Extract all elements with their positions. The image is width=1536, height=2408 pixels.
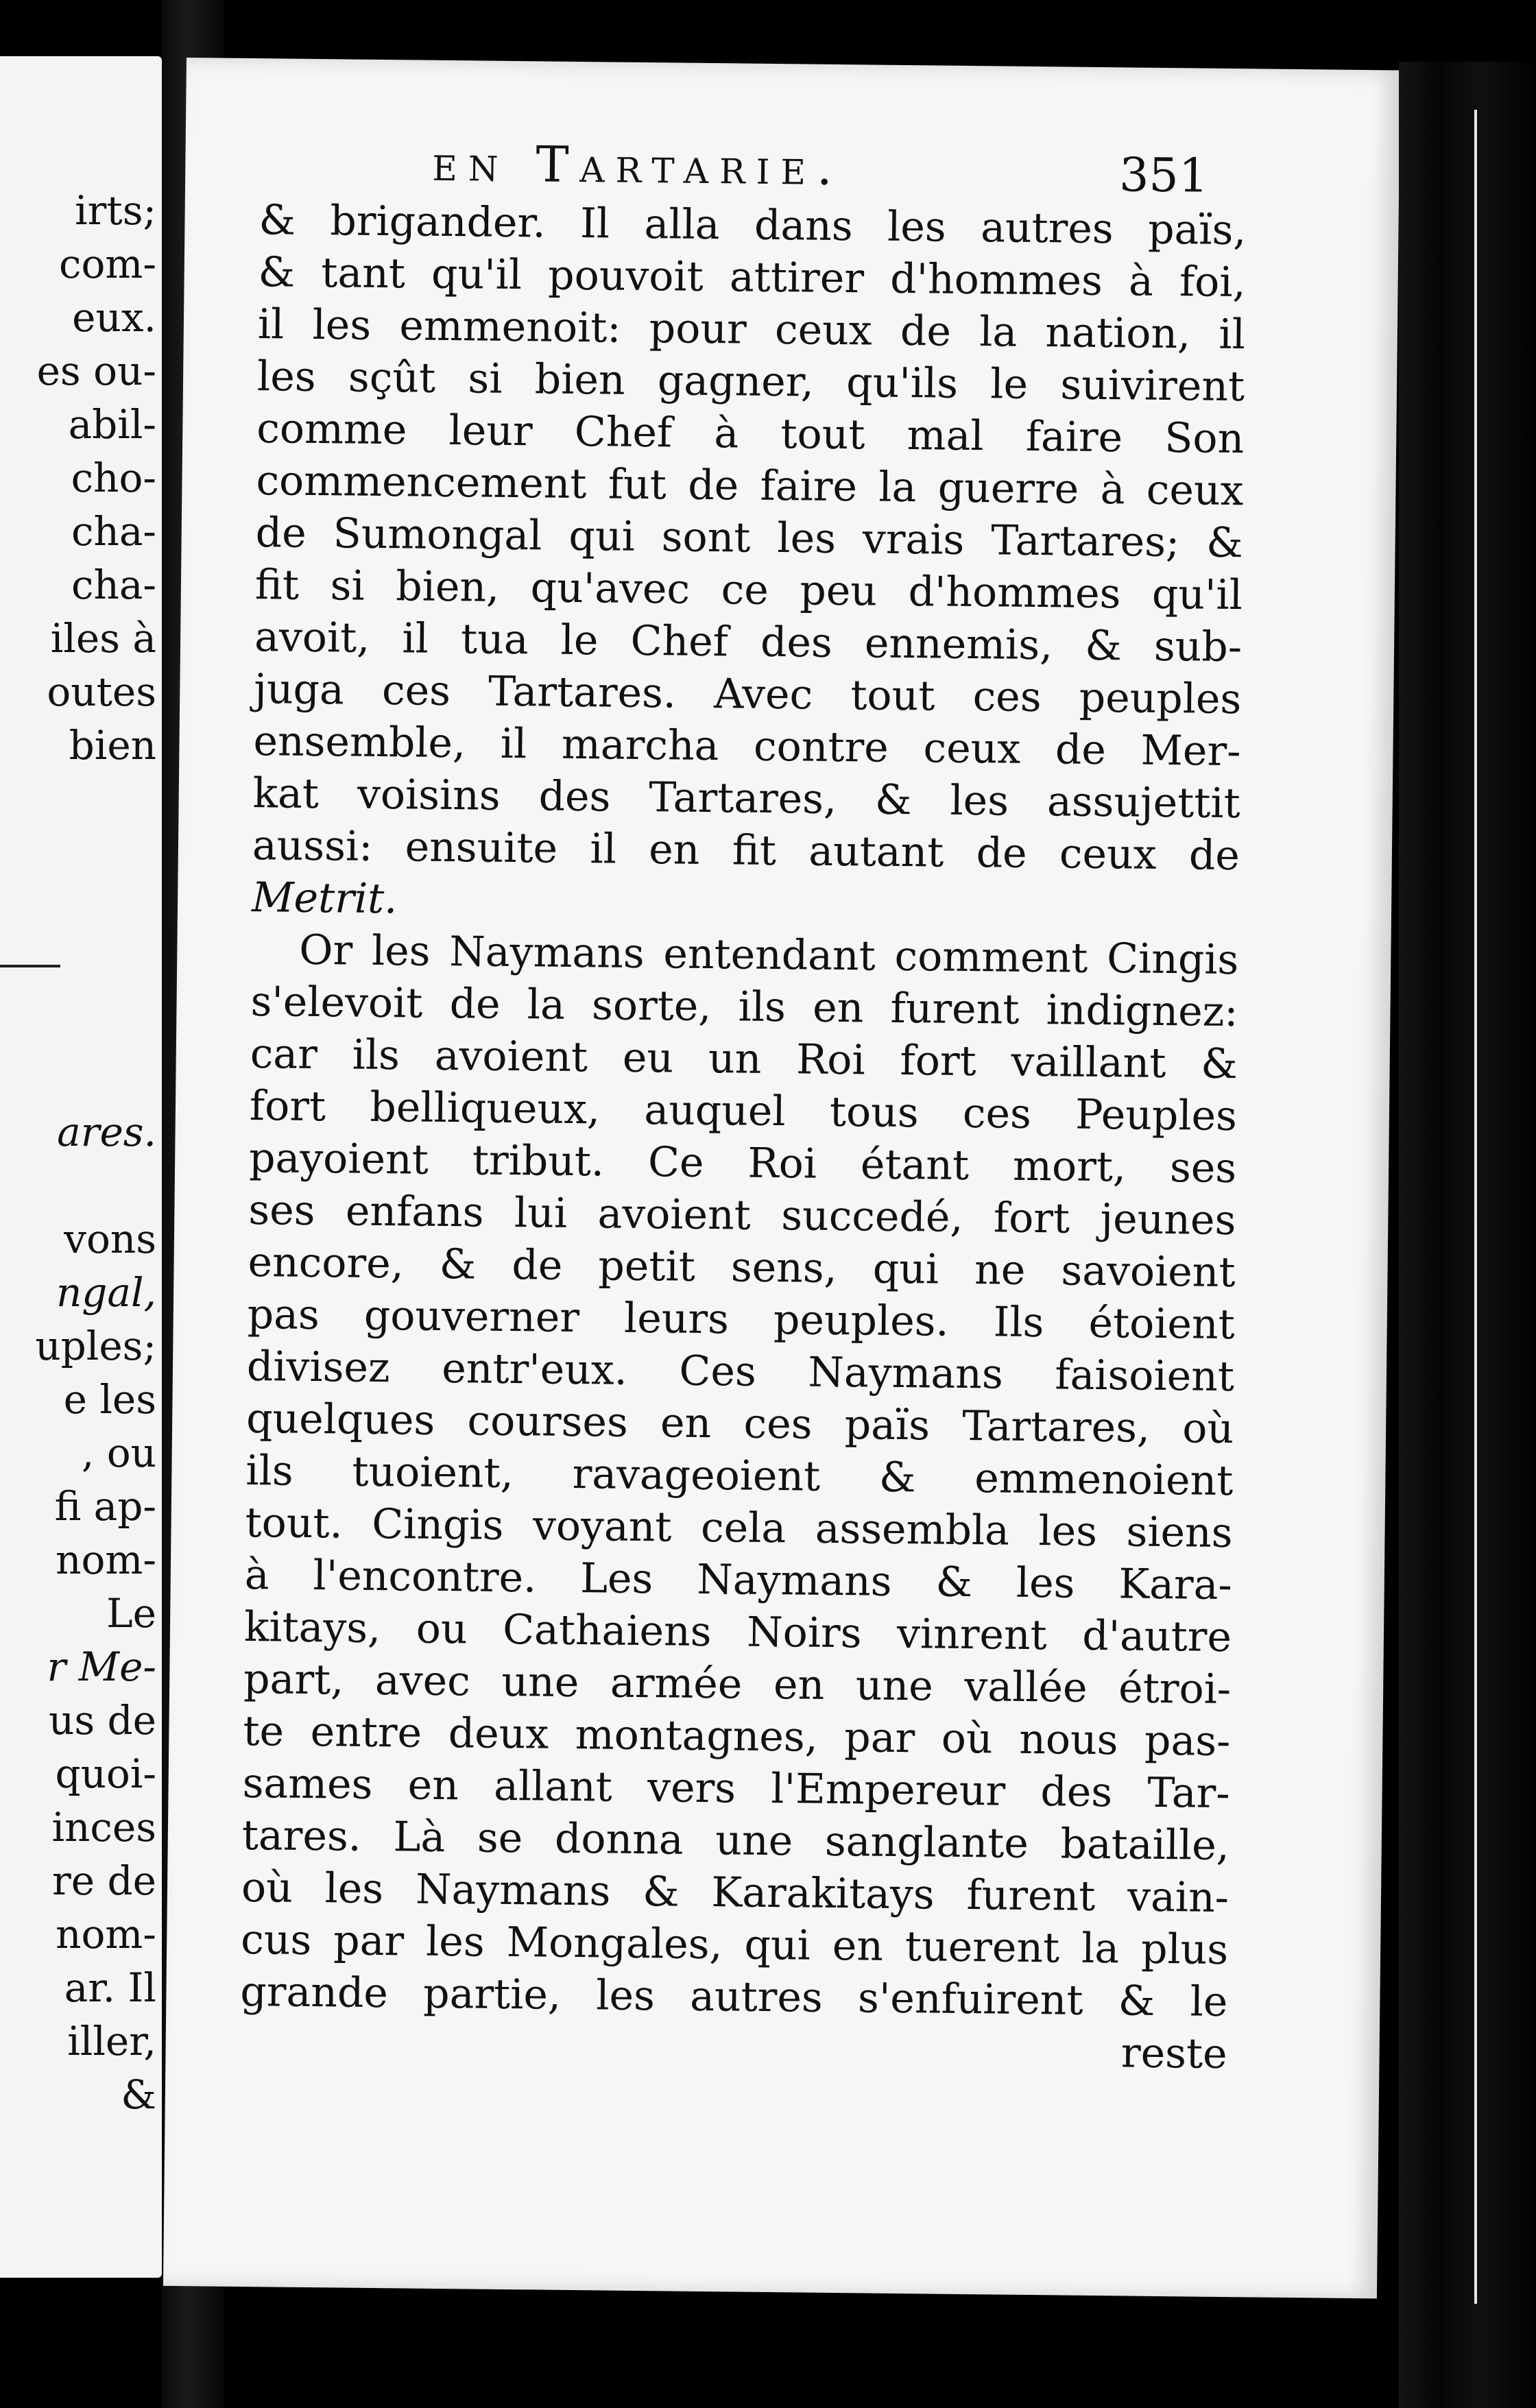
left-line: cha- [71,562,156,608]
text-line: Metrit. [251,874,398,924]
book-page [163,58,1400,2298]
left-line: fi ap- [54,1483,156,1530]
text-line: & tant qu'il pouvoit attirer d'hommes à foi, [258,248,1247,307]
running-head: en Tartarie. [431,134,844,197]
text-line: ensemble, il marcha contre ceux de Mer- [253,717,1241,776]
catchword: reste [1120,2029,1227,2079]
left-line: eux. [72,294,156,341]
text-line: fit si bien, qu'avec ce peu d'hommes qu'il [254,561,1243,620]
text-line: pas gouverner leurs peuples. Ils étoient [247,1290,1236,1349]
text-line: te entre deux montagnes, par où nous pas- [243,1707,1231,1766]
left-line: com- [59,241,156,287]
text-line: kat voisins des Tartares, & les assujettit [252,769,1241,828]
previous-page-fragment [0,56,162,2278]
left-line: e les [63,1376,156,1423]
text-line: & brigander. Il alla dans les autres païs, [259,196,1247,255]
left-line: Le [106,1590,156,1637]
text-line: s'elevoit de la sorte, ils en furent indignez: [250,978,1238,1037]
left-line: r Me- [47,1644,156,1690]
text-line: fort belliqueux, auquel tous ces Peuples [249,1082,1238,1141]
page-edge-highlight [1474,110,1477,2304]
left-line: ar. Il [64,1964,156,2011]
left-line: quoi- [55,1750,156,1797]
body-text [239,194,1247,2080]
text-line: où les Naymans & Karakitays furent vain- [241,1863,1229,1923]
text-line: tares. Là se donna une sanglante bataille, [241,1811,1230,1870]
left-line: cha- [71,508,156,555]
left-line: nom- [56,1911,156,1958]
left-line: vons [64,1216,156,1262]
text-line: cus par les Mongales, qui en tuerent la plus [240,1915,1229,1975]
left-line: es ou- [36,348,156,394]
section-rule [0,965,60,967]
text-line: les sçût si bien gagner, qu'ils le suivirent [256,352,1245,411]
left-line: bien [69,722,156,769]
text-line: kitays, ou Cathaiens Noirs vinrent d'autre [243,1603,1232,1662]
text-line: aussi: ensuite il en fit autant de ceux de [252,821,1240,880]
page-block-edge [1399,62,1536,2408]
text-line: divisez entr'eux. Ces Naymans faisoient [246,1343,1235,1401]
left-line: nom- [56,1537,156,1583]
left-line: inces [51,1804,156,1851]
left-line: us de [48,1697,156,1744]
left-line: cho- [71,455,156,501]
text-line: payoient tribut. Ce Roi étant mort, ses [248,1134,1237,1193]
text-line: comme leur Chef à tout mal faire Son [256,405,1245,463]
left-line: & [121,2071,156,2118]
text-line: ils tuoient, ravageoient & emmenoient [245,1447,1234,1506]
text-line: grande partie, les autres s'enfuirent & le [240,1967,1228,2027]
left-line: outes [47,669,156,715]
text-line: tout. Cingis voyant cela assembla les siens [245,1499,1233,1558]
text-line: avoit, il tua le Chef des ennemis, & sub- [254,613,1243,672]
text-line: encore, & de petit sens, qui ne savoient [248,1238,1236,1297]
text-line: il les emmenoit: pour ceux de la nation, il [257,300,1246,359]
text-line: de Sumongal qui sont les vrais Tartares; & [255,509,1244,568]
text-line: à l'encontre. Les Naymans & les Kara- [244,1551,1233,1610]
left-line: irts; [75,187,156,234]
text-line: ses enfans lui avoient succedé, fort jeunes [248,1186,1236,1245]
left-line: , ou [81,1430,156,1476]
left-line: iles à [50,615,156,662]
page-number: 351 [1118,148,1209,204]
text-line: sames en allant vers l'Empereur des Tar- [242,1759,1230,1818]
left-line: iller, [67,2018,156,2064]
text-line: quelques courses en ces païs Tartares, où [245,1395,1234,1454]
text-line: Or les Naymans entendant comment Cingis [299,926,1239,985]
text-line: car ils avoient eu un Roi fort vaillant & [250,1030,1238,1089]
left-line: re de [52,1857,156,1904]
left-line: abil- [68,401,156,448]
left-line: ares. [57,1109,156,1155]
text-line: part, avec une armée en une vallée étroi- [243,1655,1232,1714]
left-line: uples; [35,1323,156,1369]
left-line: ngal, [56,1269,156,1316]
text-line: juga ces Tartares. Avec tout ces peuples [253,665,1242,724]
text-line: commencement fut de faire la guerre à ceux [256,457,1244,516]
